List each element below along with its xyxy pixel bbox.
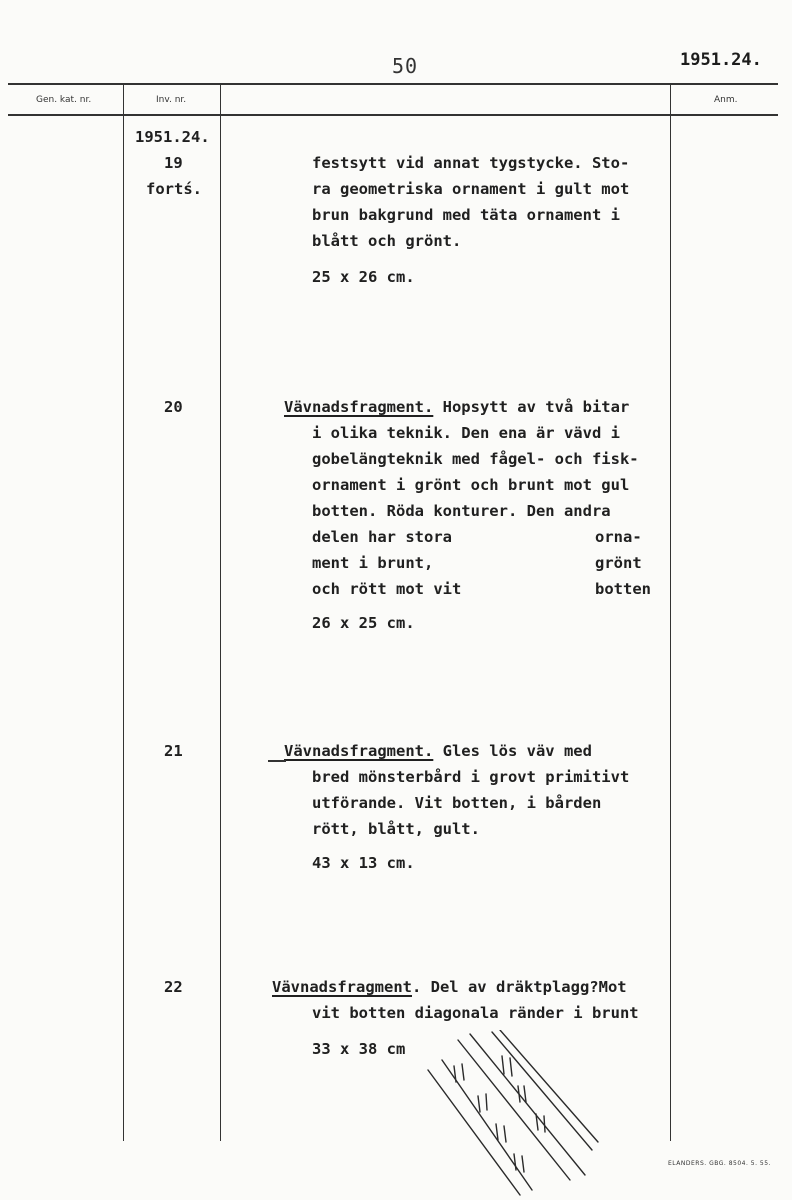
description-fragment: ment i brunt,	[312, 554, 434, 572]
column-divider-1	[123, 83, 124, 1141]
extended-underline	[268, 760, 286, 762]
diagonal-stripe-sketch	[420, 1030, 600, 1200]
entry-title: Vävnadsfragment	[272, 978, 412, 996]
dimensions: 43 x 13 cm.	[312, 854, 415, 872]
inv-number: 22	[164, 978, 183, 996]
description-line: vit botten diagonala ränder i brunt	[312, 1004, 639, 1022]
description-line: gobelängteknik med fågel- och fisk-	[312, 450, 639, 468]
description-line: blått och grönt.	[312, 232, 462, 250]
description-line	[272, 974, 627, 1000]
description-line: botten. Röda konturer. Den andra	[312, 502, 611, 520]
entry-title-rest: Gles lös väv med	[433, 742, 592, 760]
description-fragment: grönt	[595, 554, 642, 572]
entry-title: Vävnadsfragment.	[284, 742, 434, 760]
dimensions: 26 x 25 cm.	[312, 614, 415, 632]
description-line: i olika teknik. Den ena är vävd i	[312, 424, 620, 442]
column-header-anm: Anm.	[714, 95, 738, 105]
inv-number: 21	[164, 742, 183, 760]
page-number: 50	[392, 54, 419, 78]
description-fragment: botten	[595, 580, 651, 598]
description-line: festsytt vid annat tygstycke. Sto-	[312, 154, 630, 172]
description-fragment: delen har stora	[312, 528, 452, 546]
column-header-gen-kat: Gen. kat. nr.	[36, 95, 92, 105]
printer-mark: ELANDERS. GBG. 8504. 5. 55.	[668, 1160, 771, 1167]
description-fragment: orna-	[595, 528, 642, 546]
description-line	[284, 738, 592, 764]
description-line: bred mönsterbård i grovt primitivt	[312, 768, 630, 786]
entry-title: Vävnadsfragment.	[284, 398, 434, 416]
catalog-reference: 1951.24.	[680, 50, 762, 70]
description-line	[284, 394, 629, 420]
description-line: ra geometriska ornament i gult mot	[312, 180, 630, 198]
description-line: rött, blått, gult.	[312, 820, 480, 838]
inv-number: fortś.	[146, 180, 202, 198]
dimensions: 33 x 38 cm	[312, 1040, 406, 1058]
description-fragment: och rött mot vit	[312, 580, 462, 598]
inv-number: 20	[164, 398, 183, 416]
dimensions: 25 x 26 cm.	[312, 268, 415, 286]
entry-title-rest: . Del av dräktplagg?Mot	[411, 978, 627, 996]
column-header-inv: Inv. nr.	[156, 95, 187, 105]
description-line: brun bakgrund med täta ornament i	[312, 206, 620, 224]
column-divider-3	[670, 83, 671, 1141]
inv-number: 1951.24.	[135, 128, 210, 146]
description-line: utförande. Vit botten, i bården	[312, 794, 602, 812]
inv-number: 19	[164, 154, 183, 172]
entry-title-rest: Hopsytt av två bitar	[433, 398, 630, 416]
description-line: ornament i grönt och brunt mot gul	[312, 476, 630, 494]
column-divider-2	[220, 83, 221, 1141]
